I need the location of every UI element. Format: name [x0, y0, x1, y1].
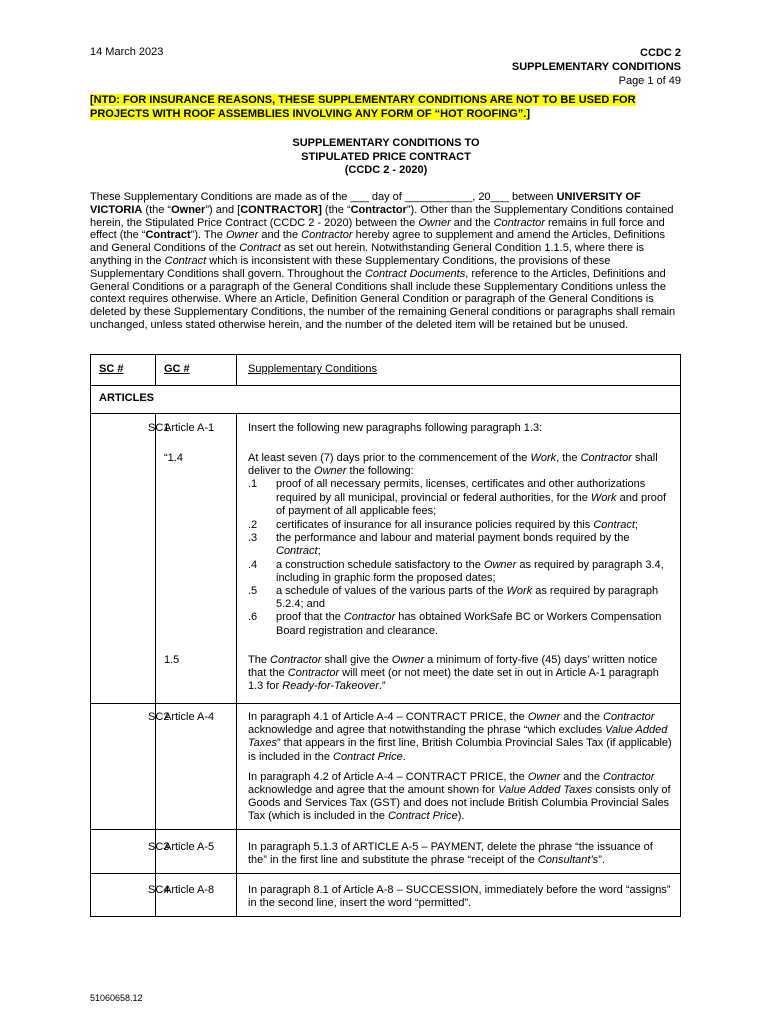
- row4-text: [248, 711, 673, 824]
- doc-code: CCDC 2: [640, 47, 681, 59]
- section-articles: ARTICLES: [99, 392, 154, 404]
- row4-para1: In paragraph 4.1 of Article A-4 – CONTRACT PRICE, the Owner and the Contractor acknowledge and agree that notwithstanding the phrase “which excludes Value Added Taxes” that appears in the first line, British Columbia Provincial Sales Tax (if applicable) is included in the Contract Price.: [248, 711, 672, 763]
- row1-sc: SC1: [148, 422, 170, 434]
- document-title: [90, 137, 682, 178]
- row2-lead: At least seven (7) days prior to the commencement of the Work, the Contractor shall deliver to the Owner the following:: [248, 452, 658, 478]
- page-number: Page 1 of 49: [618, 75, 681, 87]
- supplementary-conditions-table: [90, 354, 681, 917]
- row6-sc: SC4: [148, 884, 170, 896]
- row3-text: The Contractor shall give the Owner a minimum of forty-five (45) days’ written notice that the Contractor will meet (or not meet) the date set in out in Article A-1 paragraph 1.3 for Ready-for-Takeover.”: [248, 654, 659, 693]
- row2-gc: “1.4: [164, 452, 183, 464]
- title-line-1: SUPPLEMENTARY CONDITIONS TO: [292, 137, 480, 149]
- list-item: .6 proof that the Contractor has obtained WorkSafe BC or Workers Compensation Board registration and clearance.: [248, 611, 662, 637]
- row-divider: [91, 873, 680, 874]
- list-item: .2 certificates of insurance for all insurance policies required by this Contract;: [248, 519, 638, 532]
- col-divider: [155, 355, 156, 385]
- header-sc: SC #: [99, 363, 124, 375]
- title-line-3: (CCDC 2 - 2020): [344, 164, 428, 176]
- ntd-notice: [90, 94, 680, 121]
- row3-gc: 1.5: [164, 654, 180, 666]
- row-divider: [91, 413, 680, 414]
- col-divider: [236, 413, 237, 917]
- header-supp: Supplementary Conditions: [248, 363, 378, 375]
- list-item: .4 a construction schedule satisfactory to the Owner as required by paragraph 3.4, including in graphic form the proposed dates;: [248, 558, 664, 584]
- list-item: .1 proof of all necessary permits, licenses, certificates and other authorizations required by all municipal, provincial or federal authorities, for the Work and proof of payment of all applicable fees;: [248, 478, 667, 517]
- header-date: 14 March 2023: [90, 46, 164, 58]
- row-divider: [91, 829, 680, 830]
- row5-text: In paragraph 5.1.3 of ARTICLE A-5 – PAYMENT, delete the phrase “the issuance of the” in the first line and substitute the phrase “receipt of the Consultant’s”.: [248, 841, 653, 867]
- header-gc: GC #: [164, 363, 190, 375]
- document-number-footer: 51060658.12: [90, 993, 143, 1003]
- ntd-highlight: [NTD: FOR INSURANCE REASONS, THESE SUPPLEMENTARY CONDITIONS ARE NOT TO BE USED FOR PROJECTS WITH ROOF ASSEMBLIES INVOLVING ANY FORM OF “HOT ROOFING”.]: [90, 94, 636, 120]
- list-item: .3 the performance and labour and material payment bonds required by the Contract;: [248, 532, 630, 558]
- doc-title: SUPPLEMENTARY CONDITIONS: [511, 61, 681, 73]
- intro-paragraph: These Supplementary Conditions are made as of the ___ day of ___________, 20___ between UNIVERSITY OF VICTORIA (the “Owner”) and [CONTRACTOR] (the “Contractor”). Other than the Supplementary Conditions contained herein, the Stipulated Price Contract (CCDC 2 - 2020) between the Owner and the Contractor remains in full force and effect (the “Contract”). The Owner and the Contractor hereby agree to supplement and amend the Articles, Definitions and General Conditions of the Contract as set out herein. Notwithstanding General Condition 1.1.5, where there is anything in the Contract which is inconsistent with these Supplementary Conditions, the provisions of these Supplementary Conditions shall govern. Throughout the Contract Documents, reference to the Articles, Definitions and General Conditions or a paragraph of the General Conditions shall include these Supplementary Conditions unless the context requires otherwise. Where an Article, Definition General Condition or paragraph of the General Conditions is deleted by these Supplementary Conditions, the number of the remaining General conditions or paragraphs shall remain unchanged, unless stated otherwise herein, and the number of the deleted item will be retained but be unused.: [90, 191, 676, 331]
- header-right: [512, 46, 681, 88]
- row-divider: [91, 703, 680, 704]
- row6-text: In paragraph 8.1 of Article A-8 – SUCCESSION, immediately before the word “assigns” in the second line, insert the word “permitted”.: [248, 884, 671, 910]
- row5-gc: Article A-5: [164, 841, 215, 853]
- row4-sc: SC2: [148, 711, 170, 723]
- row5-sc: SC3: [148, 841, 170, 853]
- title-line-2: STIPULATED PRICE CONTRACT: [301, 150, 471, 163]
- col-divider: [236, 355, 237, 385]
- row1-text: Insert the following new paragraphs following paragraph 1.3:: [248, 422, 543, 434]
- row6-gc: Article A-8: [164, 884, 215, 896]
- row2-text: [248, 452, 673, 638]
- row-divider: [91, 385, 680, 386]
- row4-para2: In paragraph 4.2 of Article A-4 – CONTRACT PRICE, the Owner and the Contractor acknowledge and agree that the amount shown for Value Added Taxes consists only of Goods and Services Tax (GST) and does not include British Columbia Provincial Sales Tax (which is included in the Contract Price).: [248, 770, 671, 823]
- row1-gc: Article A-1: [164, 422, 215, 434]
- list-item: .5 a schedule of values of the various parts of the Work as required by paragraph 5.2.4; and: [248, 585, 659, 611]
- row4-gc: Article A-4: [164, 711, 215, 723]
